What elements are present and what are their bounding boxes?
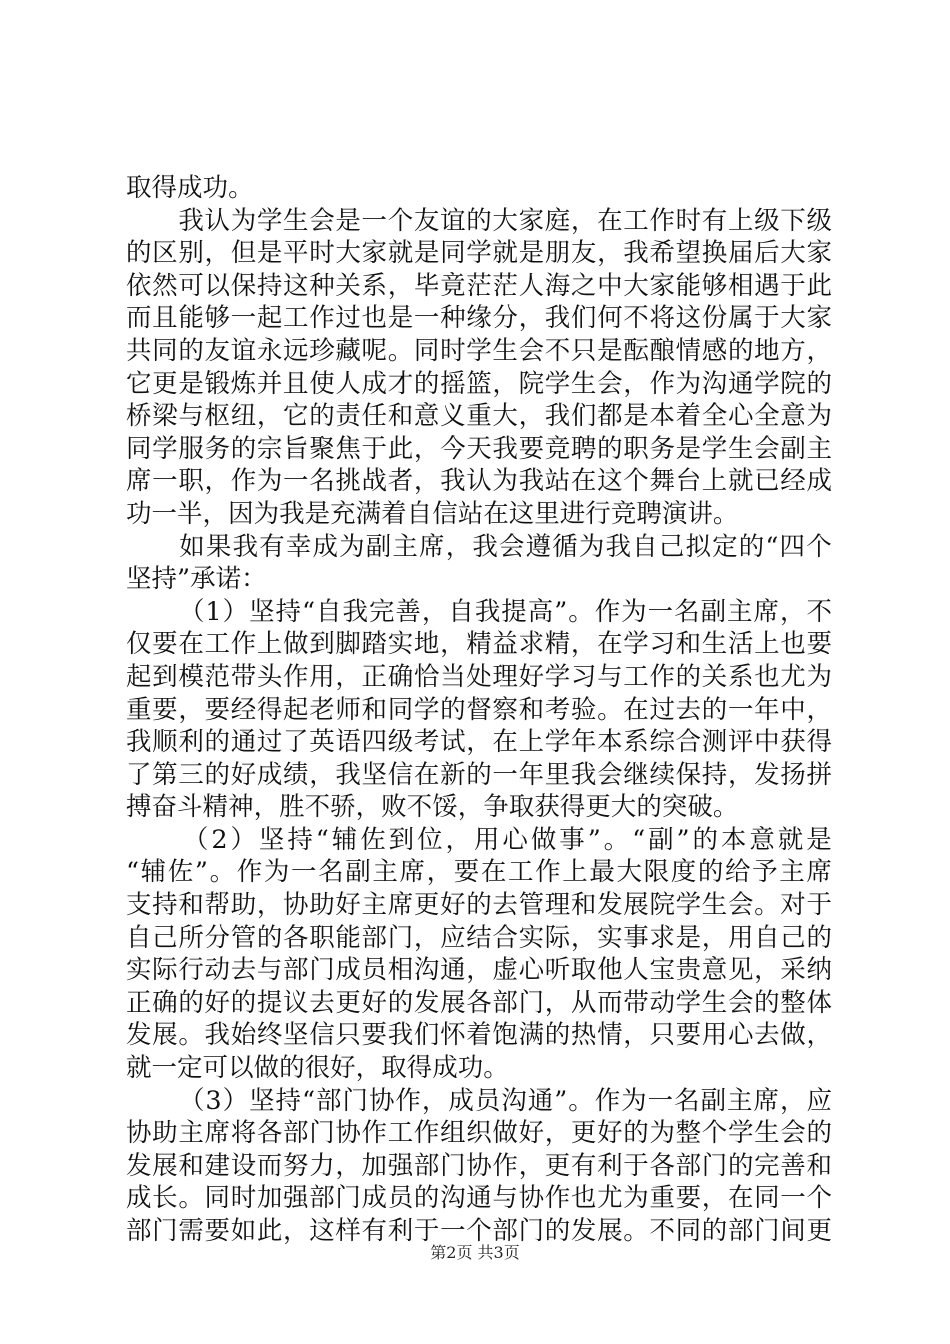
text-line: 而 且 能 够 一 起 工 作 过 也 是 一 种 缘 分 ， 我 们 何 不 将 这 份 属 于 大 家 <box>126 303 832 334</box>
text-line: 了 第 三 的 好 成 绩 ， 我 坚 信 在 新 的 一 年 里 我 会 继 续 保 持 ， 发 扬 拼 <box>126 759 832 790</box>
text-line: 它 更 是 锻 炼 并 且 使 人 成 才 的 摇 篮 ， 院 学 生 会 ， 作 为 沟 通 学 院 的 <box>126 368 832 399</box>
text-line: 如 果 我 有 幸 成 为 副 主 席 ， 我 会 遵 循 为 我 自 己 拟 定 的 “ 四 个 <box>179 531 832 562</box>
text-line: 坚 持 ” 承 诺 ： <box>126 564 267 595</box>
text-line: 的 区 别 ， 但 是 平 时 大 家 就 是 同 学 就 是 朋 友 ， 我 希 望 换 届 后 大 家 <box>126 238 832 269</box>
text-line: 支 持 和 帮 助 ， 协 助 好 主 席 更 好 的 去 管 理 和 发 展 院 学 生 会 。 对 于 <box>126 890 832 921</box>
text-line: 取 得 成 功 。 <box>126 173 254 203</box>
text-line: 仅 要 在 工 作 上 做 到 脚 踏 实 地 ， 精 益 求 精 ， 在 学 习 和 生 活 上 也 要 <box>126 629 832 660</box>
text-line: （ 2 ） 坚 持 “ 辅 佐 到 位 ， 用 心 做 事 ” 。 “ 副 ” 的 本 意 就 是 <box>182 824 832 855</box>
text-line: 部 门 需 要 如 此 ， 这 样 有 利 于 一 个 部 门 的 发 展 。 不 同 的 部 门 间 更 <box>126 1216 832 1246</box>
text-line: “ 辅 佐 ” 。 作 为 一 名 副 主 席 ， 要 在 工 作 上 最 大 限 度 的 给 予 主 席 <box>126 857 832 888</box>
text-line: 席 一 职 ， 作 为 一 名 挑 战 者 ， 我 认 为 我 站 在 这 个 舞 台 上 就 已 经 成 <box>126 466 832 497</box>
text-line: 搏 奋 斗 精 神 ， 胜 不 骄 ， 败 不 馁 ， 争 取 获 得 更 大 的 突 破 。 <box>126 792 739 823</box>
text-line: 桥 梁 与 枢 纽 ， 它 的 责 任 和 意 义 重 大 ， 我 们 都 是 本 着 全 心 全 意 为 <box>126 401 832 432</box>
text-line: 我 顺 利 的 通 过 了 英 语 四 级 考 试 ， 在 上 学 年 本 系 综 合 测 评 中 获 得 <box>126 727 832 758</box>
text-line: 发 展 和 建 设 而 努 力 ， 加 强 部 门 协 作 ， 更 有 利 于 各 部 门 的 完 善 和 <box>126 1150 832 1181</box>
text-line: 共 同 的 友 谊 永 远 珍 藏 呢 。 同 时 学 生 会 不 只 是 酝 酿 情 感 的 地 方 ， <box>126 335 832 366</box>
text-line: （ 3 ） 坚 持 “ 部 门 协 作 ， 成 员 沟 通 ” 。 作 为 一 名 副 主 席 ， 应 <box>178 1085 832 1116</box>
document-body <box>126 172 832 1248</box>
text-line: 实 际 行 动 去 与 部 门 成 员 相 沟 通 ， 虚 心 听 取 他 人 宝 贵 意 见 ， 采 纳 <box>126 955 832 986</box>
text-line: （ 1 ） 坚 持 “ 自 我 完 善 ， 自 我 提 高 ” 。 作 为 一 名 副 主 席 ， 不 <box>178 596 832 627</box>
text-line: 正 确 的 好 的 提 议 去 更 好 的 发 展 各 部 门 ， 从 而 带 动 学 生 会 的 整 体 <box>126 987 832 1018</box>
text-line: 功 一 半 ， 因 为 我 是 充 满 着 自 信 站 在 这 里 进 行 竞 聘 演 讲 。 <box>126 498 739 529</box>
text-line: 自 己 所 分 管 的 各 职 能 部 门 ， 应 结 合 实 际 ， 实 事 求 是 ， 用 自 己 的 <box>126 922 832 953</box>
page-footer: 第2页 共3页 <box>430 1243 520 1262</box>
text-line: 我 认 为 学 生 会 是 一 个 友 谊 的 大 家 庭 ， 在 工 作 时 有 上 级 下 级 <box>178 205 832 236</box>
text-line: 依 然 可 以 保 持 这 种 关 系 ， 毕 竟 茫 茫 人 海 之 中 大 家 能 够 相 遇 于 此 <box>126 270 832 301</box>
text-line: 重 要 ， 要 经 得 起 老 师 和 同 学 的 督 察 和 考 验 。 在 过 去 的 一 年 中 ， <box>126 694 832 725</box>
text-line: 成 长 。 同 时 加 强 部 门 成 员 的 沟 通 与 协 作 也 尤 为 重 要 ， 在 同 一 个 <box>126 1183 832 1214</box>
text-line: 同 学 服 务 的 宗 旨 聚 焦 于 此 ， 今 天 我 要 竞 聘 的 职 务 是 学 生 会 副 主 <box>126 433 832 464</box>
text-line: 发 展 。 我 始 终 坚 信 只 要 我 们 怀 着 饱 满 的 热 情 ， 只 要 用 心 去 做 ， <box>126 1020 832 1051</box>
text-line: 协 助 主 席 将 各 部 门 协 作 工 作 组 织 做 好 ， 更 好 的 为 整 个 学 生 会 的 <box>126 1118 832 1149</box>
text-line: 起 到 模 范 带 头 作 用 ， 正 确 恰 当 处 理 好 学 习 与 工 作 的 关 系 也 尤 为 <box>126 661 832 692</box>
text-line: 就 一 定 可 以 做 的 很 好 ， 取 得 成 功 。 <box>126 1053 509 1084</box>
